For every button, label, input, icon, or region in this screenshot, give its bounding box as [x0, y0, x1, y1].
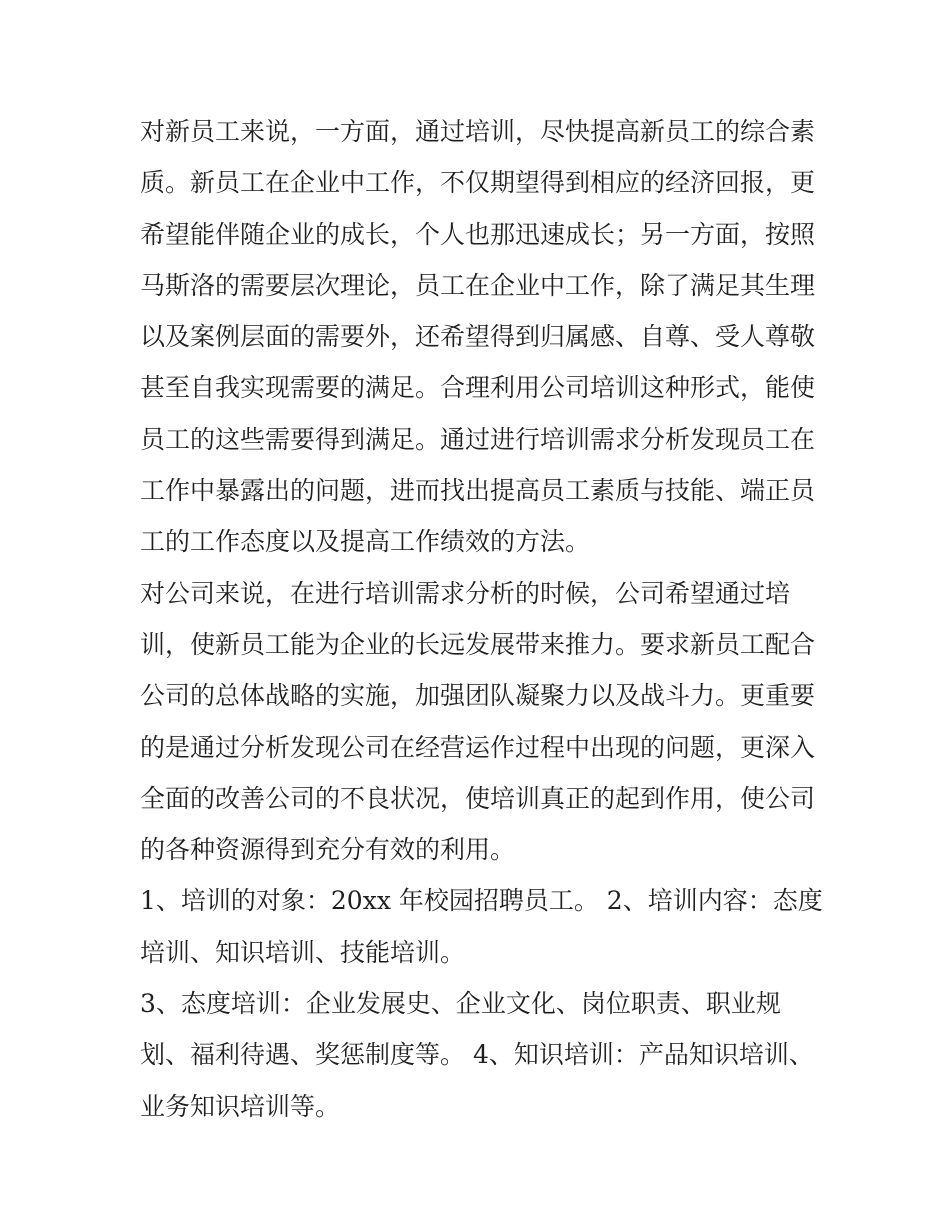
text-line: 训，使新员工能为企业的长远发展带来推力。要求新员工配合	[140, 629, 816, 659]
text-line: 公司的总体战略的实施，加强团队凝聚力以及战斗力。更重要	[140, 681, 816, 711]
paragraph-attitude-training	[140, 978, 820, 1132]
text-line: 对新员工来说，一方面，通过培训，尽快提高新员工的综合素	[140, 117, 816, 146]
text-line: 1、培训的对象：20xx 年校园招聘员工。 2、培训内容：态度	[140, 886, 823, 916]
text-line: 对公司来说，在进行培训需求分析的时候，公司希望通过培	[140, 578, 791, 608]
text-line: 甚至自我实现需要的满足。合理利用公司培训这种形式，能使	[140, 373, 816, 403]
text-line: 培训、知识培训、技能培训。	[140, 937, 466, 967]
text-line: 划、福利待遇、奖惩制度等。 4、知识培训：产品知识培训、	[140, 1040, 814, 1070]
text-line: 的各种资源得到充分有效的利用。	[140, 835, 516, 865]
text-line: 业务知识培训等。	[140, 1091, 341, 1121]
document-page	[140, 106, 823, 1132]
text-line: 的是通过分析发现公司在经营运作过程中出现的问题，更深入	[140, 732, 816, 762]
text-line: 质。新员工在企业中工作，不仅期望得到相应的经济回报，更	[140, 168, 816, 198]
text-line: 员工的这些需要得到满足。通过进行培训需求分析发现员工在	[140, 424, 816, 454]
text-line: 以及案例层面的需要外，还希望得到归属感、自尊、受人尊敬	[140, 322, 816, 352]
text-line: 3、态度培训：企业发展史、企业文化、岗位职责、职业规	[140, 989, 781, 1019]
paragraph-new-employees	[140, 106, 820, 568]
text-line: 工作中暴露出的问题，进而找出提高员工素质与技能、端正员	[140, 476, 816, 506]
text-line: 希望能伴随企业的成长，个人也那迅速成长；另一方面，按照	[140, 219, 816, 249]
text-line: 工的工作态度以及提高工作绩效的方法。	[140, 527, 591, 557]
paragraph-training-target	[140, 875, 823, 978]
text-line: 全面的改善公司的不良状况，使培训真正的起到作用，使公司	[140, 783, 816, 813]
text-line: 马斯洛的需要层次理论，员工在企业中工作，除了满足其生理	[140, 270, 816, 300]
paragraph-company	[140, 568, 820, 876]
